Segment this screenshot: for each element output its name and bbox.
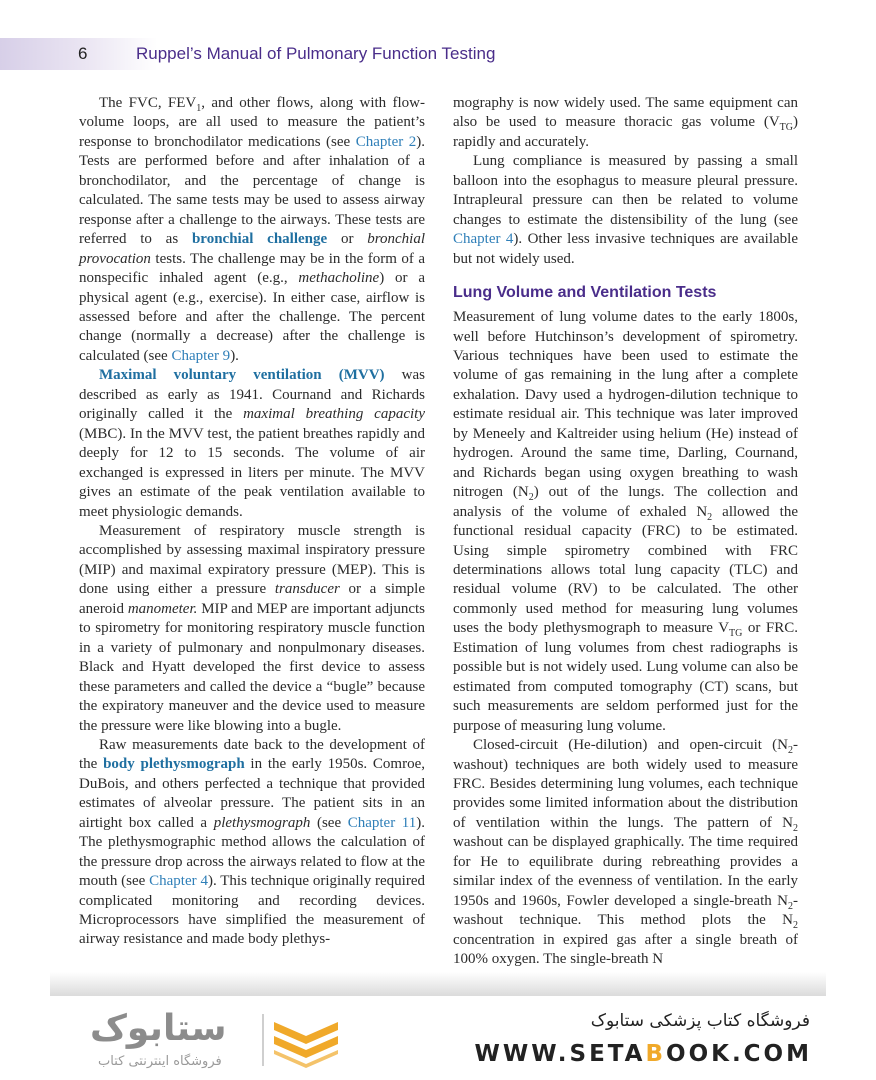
store-name: فروشگاه کتاب پزشکی ستابوک — [590, 1011, 810, 1031]
term-mvv: Maximal voluntary ventilation (MVV) — [99, 367, 385, 384]
chapter-4-link-2[interactable]: Chapter 4 — [453, 231, 514, 248]
paragraph-raw: Raw measurements date back to the development of the body plethysmograph in the early 1950s. Comroe, DuBois, and others perfected a technique that provided estimates of alveolar pressure. The patient sits in an airtight box called a plethysmograph (see Chapter 11). The plethysmographic method allows the calculation of the pressure drop across the airways related to flow at the mouth (see Chapter 4). This technique originally required complicated monitoring and recording devices. Microprocessors have simplified the measurement of airway resistance and made body plethys- — [79, 736, 426, 948]
paragraph-fvc: The FVC, $FEV_1$, and other flows, along with flow-volume loops, are all used to measure the patient’s response to bronchodilator medications (see Chapter 2). Tests are performed before and after inhalation of a bronchodilator, and the percentage of change is calculated. The same tests may be used to assess airway response after a challenge to the airways. These tests are referred to as bronchial challenge or bronchial provocation tests. The challenge may be in the form of a nonspecific inhaled agent (e.g., methacholine) or a physical agent (e.g., exercise). In either case, airflow is assessed before and after the challenge. The percent change (normally a decrease) after the challenge is calculated (see Chapter 9). — [79, 95, 426, 364]
page-number: 6 — [78, 44, 88, 63]
chapter-9-link[interactable]: Chapter 9 — [171, 347, 231, 364]
section-heading: Lung Volume and Ventilation Tests — [453, 284, 717, 302]
chapter-2-link[interactable]: Chapter 2 — [355, 133, 417, 150]
paragraph-washout: Closed-circuit (He-dilution) and open-circuit $(N_2-washout)$ techniques are both widely used to measure FRC. Besides determining lung volumes, each technique provides some limited information about the distribution of ventilation within the lungs. The pattern of $N_2$ washout can be displayed graphically. The time required for He to equilibrate during rebreathing provides a similar index of the evenness of ventilation. In the early 1950s and 1960s, Fowler developed a single-breath $N_2$-washout technique. This method plots the $N_2$ concentration in expired gas after a single breath of 100% oxygen. The single-breath N — [453, 737, 798, 968]
running-title: Ruppel’s Manual of Pulmonary Function Testing — [136, 44, 496, 63]
logo-divider — [262, 1014, 264, 1066]
chapter-4-link[interactable]: Chapter 4 — [149, 873, 208, 890]
chapter-11-link[interactable]: Chapter 11 — [347, 814, 417, 831]
paragraph-muscle-strength: Measurement of respiratory muscle strength is accomplished by assessing maximal inspiratory pressure (MIP) and maximal expiratory pressure (MEP). This is done using either a pressure transducer or a simple aneroid manometer. MIP and MEP are important adjuncts to spirometry for monitoring respiratory muscle function in a variety of pulmonary and nonpulmonary diseases. Black and Hyatt developed the first device to assess these parameters and called the device a “bugle” because the expiratory maneuver and the device used to measure the pressure were like blowing into a bugle. — [79, 522, 426, 734]
logo-tagline: فروشگاه اینترنتی کتاب — [98, 1054, 222, 1069]
term-bronchial-challenge: bronchial challenge — [191, 231, 328, 248]
book-logo-icon — [270, 1012, 342, 1068]
right-column — [453, 94, 798, 969]
paragraph-plethysmography-cont: mography is now widely used. The same equipment can also be used to measure thoracic gas volume $(V_{TG})$ rapidly and accurately. — [453, 95, 798, 150]
bottom-fade — [50, 972, 826, 996]
term-body-plethysmograph: body plethysmograph — [103, 756, 245, 773]
store-url[interactable]: WWW.SETABOOK.COM — [474, 1041, 812, 1067]
paragraph-lung-volume: Measurement of lung volume dates to the early 1800s, well before Hutchinson’s development of spirometry. Various techniques have been used to estimate the volume of gas remaining in the lung after a complete exhalation. Davy used a hydrogen-dilution technique to estimate residual air. This technique was later improved by Meneely and Kaltreider using helium (He) instead of hydrogen. Around the same time, Darling, Cournand, and Richards began using oxygen breathing to wash nitrogen $(N_2)$ out of the lungs. The collection and analysis of the volume of exhaled $N_2$ allowed the functional residual capacity (FRC) to be estimated. Using simple spirometry combined with FRC determinations allows total lung capacity (TLC) and residual volume (RV) to be calculated. The other commonly used method for measuring lung volumes uses the body plethysmograph to measure $V_{TG}$ or FRC. Estimation of lung volumes from chest radiographs is possible but is not widely used. Lung volume can also be estimated from computed tomography (CT) scans, but such measurements are seldom performed just for the purpose of measuring lung volume. — [453, 309, 798, 734]
paragraph-mvv: Maximal voluntary ventilation (MVV) was described as early as 1941. Cournand and Richards originally called it the maximal breathing capacity (MBC). In the MVV test, the patient breathes rapidly and deeply for 12 to 15 seconds. The volume of air exchanged is expressed in liters per minute. The MVV gives an estimate of the peak ventilation available to meet physiologic demands. — [79, 367, 426, 520]
logo-wordmark: ستابوک — [90, 1008, 227, 1049]
paragraph-compliance: Lung compliance is measured by passing a small balloon into the esophagus to measure pleural pressure. Intrapleural pressure can then be related to volume changes to estimate the distensibility of the lung (see Chapter 4). Other less invasive techniques are available but not widely used. — [453, 153, 798, 267]
left-column — [79, 94, 425, 950]
